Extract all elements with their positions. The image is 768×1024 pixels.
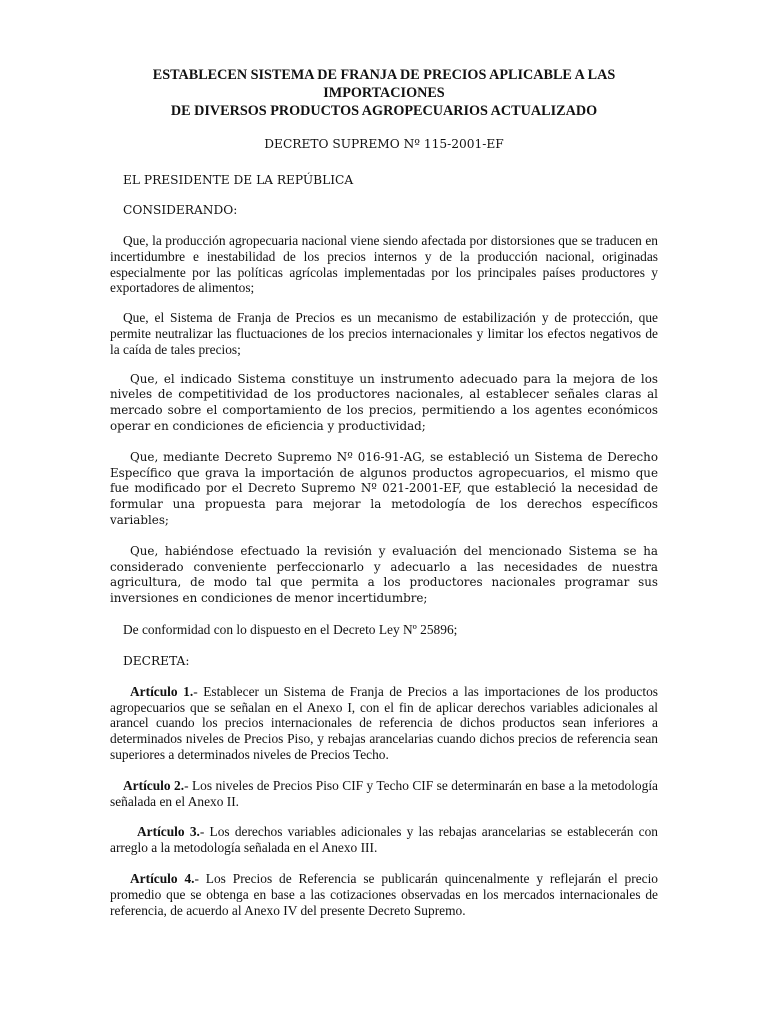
article-2	[110, 778, 658, 810]
article-3	[110, 824, 658, 856]
article-3-label: Artículo 3.	[137, 824, 200, 840]
title-line-2: DE DIVERSOS PRODUCTOS AGROPECUARIOS ACTUALIZADO	[170, 103, 598, 119]
article-4-label: Artículo 4.	[130, 870, 195, 886]
title-line-1: ESTABLECEN SISTEMA DE FRANJA DE PRECIOS APLICABLE A LAS IMPORTACIONES	[152, 67, 616, 101]
paragraph-1: Que, la producción agropecuaria nacional viene siendo afectada por distorsiones que se traducen en incertidumbre e inestabilidad de los precios internos y de la producción nacional, originadas especialmente por las políticas agrícolas implementadas por los principales países productores y exportadores de alimentos;	[110, 233, 658, 296]
decreta-heading: DECRETA:	[123, 653, 190, 668]
article-2-text: - Los niveles de Precios Piso CIF y Techo CIF se determinarán en base a la metodología señalada en el Anexo II.	[110, 777, 658, 809]
decree-number: DECRETO SUPREMO Nº 115-2001-EF	[264, 137, 504, 151]
article-1	[110, 684, 658, 763]
article-2-label: Artículo 2.	[123, 777, 185, 793]
paragraph-2: Que, el Sistema de Franja de Precios es un mecanismo de estabilización y de protección, que permite neutralizar las fluctuaciones de los precios internacionales y limitar los efectos negativos de la caída de tales precios;	[110, 310, 658, 357]
document-page	[110, 66, 658, 918]
article-4-text: - Los Precios de Referencia se publicarán quincenalmente y reflejarán el precio promedio que se obtenga en base a las cotizaciones observadas en los mercados internacionales de referencia, de acuerdo al Anexo IV del presente Decreto Supremo.	[110, 870, 658, 918]
article-4	[110, 871, 658, 918]
paragraph-4: Que, mediante Decreto Supremo Nº 016-91-AG, se estableció un Sistema de Derecho Específico que grava la importación de algunos productos agropecuarios, el mismo que fue modificado por el Decreto Supremo Nº 021-2001-EF, que estableció la necesidad de formular una propuesta para mejorar la metodología de los derechos específicos variables;	[110, 449, 658, 527]
paragraph-3: Que, el indicado Sistema constituye un instrumento adecuado para la mejora de los niveles de competitividad de los productores nacionales, al establecer señales claras al mercado sobre el comportamiento de los precios, permitiendo a los agentes económicos operar en condiciones de eficiencia y productividad;	[110, 371, 658, 433]
article-1-text: - Establecer un Sistema de Franja de Precios a las importaciones de los productos agropecuarios que se señalan en el Anexo I, con el fin de aplicar derechos variables adicionales al arancel cuando los precios internacionales de referencia de dichos productos sean inferiores a determinados niveles de Precios Piso, y rebajas arancelarias cuando dichos precios de referencia sean superiores a determinados niveles de Precios Techo.	[110, 683, 658, 762]
president-heading: EL PRESIDENTE DE LA REPÚBLICA	[123, 173, 354, 187]
considering-heading: CONSIDERANDO:	[123, 203, 238, 217]
conformity-paragraph: De conformidad con lo dispuesto en el Decreto Ley Nº 25896;	[123, 621, 458, 637]
article-1-label: Artículo 1.	[130, 683, 194, 699]
document-title	[110, 66, 658, 120]
paragraph-5: Que, habiéndose efectuado la revisión y evaluación del mencionado Sistema se ha considerado conveniente perfeccionarlo y adecuarlo a las necesidades de nuestra agricultura, de modo tal que permita a los productores nacionales programar sus inversiones en condiciones de menor incertidumbre;	[110, 543, 658, 606]
article-3-text: - Los derechos variables adicionales y las rebajas arancelarias se establecerán con arreglo a la metodología señalada en el Anexo III.	[110, 824, 658, 856]
